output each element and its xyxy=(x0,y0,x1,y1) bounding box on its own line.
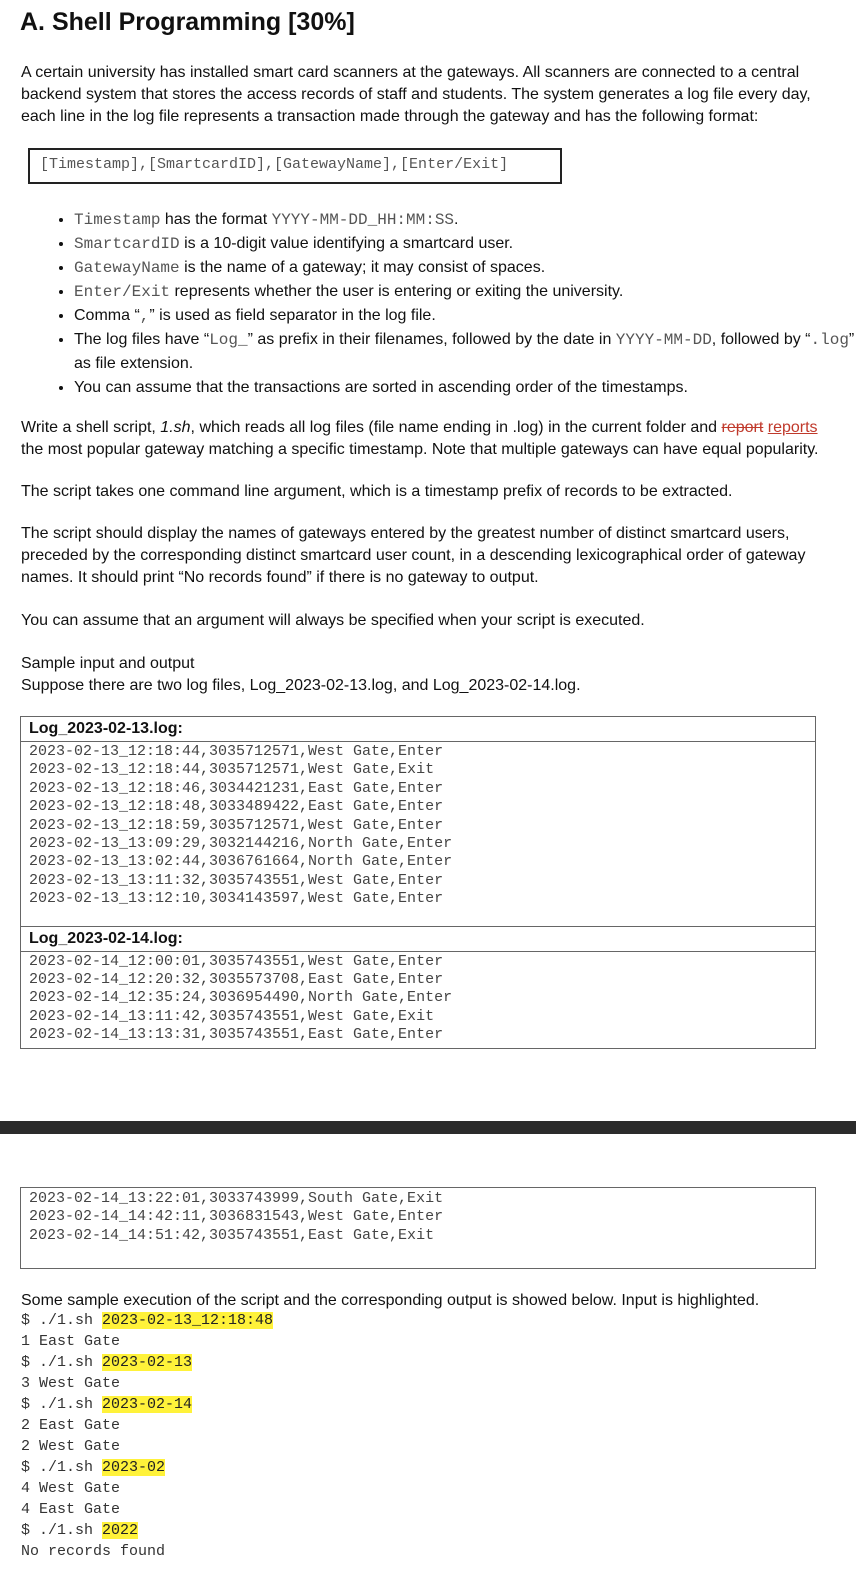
log-record: 2023-02-13_12:18:44,3035712571,West Gate,Enter xyxy=(29,743,444,760)
log-record: 2023-02-14_13:22:01,3033743999,South Gate,Exit xyxy=(29,1190,444,1207)
output-line: 1 East Gate xyxy=(21,1333,121,1350)
log-record: 2023-02-14_14:51:42,3035743551,East Gate,Exit xyxy=(29,1226,435,1244)
log2-continued-table xyxy=(20,1187,816,1269)
section-heading: A. Shell Programming [30%] xyxy=(20,8,355,36)
bullet-smartcardid: • SmartcardID is a 10-digit value identifying a smartcard user. xyxy=(74,232,856,256)
sample-executions xyxy=(21,1310,273,1562)
log-format-box: [Timestamp],[SmartcardID],[GatewayName],[Enter/Exit] xyxy=(28,148,562,184)
command-line: $ ./1.sh 2023-02 xyxy=(21,1459,166,1476)
log2-records xyxy=(21,952,815,1048)
command-line: $ ./1.sh 2023-02-13 xyxy=(21,1354,193,1371)
log-record: 2023-02-13_12:18:59,3035712571,West Gate,Enter xyxy=(29,816,444,834)
sample-intro: Suppose there are two log files, Log_2023-02-13.log, and Log_2023-02-14.log. xyxy=(21,677,581,694)
highlighted-input: 2023-02-14 xyxy=(102,1396,193,1413)
execution-intro: Some sample execution of the script and the corresponding output is showed below. Input is highlighted. xyxy=(21,1292,760,1309)
output-line: 2 East Gate xyxy=(21,1417,121,1434)
log-files-table xyxy=(20,716,816,1049)
bullet-filename: • The log files have “Log_” as prefix in their filenames, followed by the date in YYYY-MM-DD, followed by “.log” as file extension. xyxy=(74,328,856,376)
log1-filename: Log_2023-02-13.log: xyxy=(21,717,815,742)
log-record: 2023-02-14_12:35:24,3036954490,North Gate,Enter xyxy=(29,989,453,1007)
output-line: 2 West Gate xyxy=(21,1438,121,1455)
bullet-timestamp: • Timestamp has the format YYYY-MM-DD_HH:MM:SS. xyxy=(74,208,856,232)
sample-title: Sample input and output xyxy=(21,655,195,672)
assumption-paragraph: You can assume that an argument will always be specified when your script is executed. xyxy=(21,612,645,629)
bullet-sorted: • You can assume that the transactions are sorted in ascending order of the timestamps. xyxy=(74,376,856,400)
display-paragraph: The script should display the names of gateways entered by the greatest number of distinct smartcard users, preceded by the corresponding distinct smartcard user count, in a descending lexicographical order of gateway names. It should print “No records found” if there is no gateway to output. xyxy=(21,525,806,586)
log2-filename: Log_2023-02-14.log: xyxy=(21,927,815,952)
argument-paragraph: The script takes one command line argument, which is a timestamp prefix of records to be extracted. xyxy=(21,483,733,500)
format-rules-list xyxy=(40,208,856,400)
output-line: 3 West Gate xyxy=(21,1375,121,1392)
output-line: 4 West Gate xyxy=(21,1480,121,1497)
log2-continued-records xyxy=(21,1188,815,1248)
task-paragraph: Write a shell script, 1.sh, which reads all log files (file name ending in .log) in the current folder and report reports the most popular gateway matching a specific timestamp. Note that multiple gateways can have equal popularity. xyxy=(21,419,819,458)
command-line: $ ./1.sh 2023-02-13_12:18:48 xyxy=(21,1312,274,1329)
log1-records xyxy=(21,742,815,926)
highlighted-input: 2023-02-13_12:18:48 xyxy=(102,1312,274,1329)
intro-paragraph: A certain university has installed smart card scanners at the gateways. All scanners are connected to a central backend system that stores the access records of staff and students. The system generates a log file every day, each line in the log file represents a transaction made through the gateway and has the following format: xyxy=(21,64,811,125)
bullet-enter-exit: • Enter/Exit represents whether the user is entering or exiting the university. xyxy=(74,280,856,304)
page-break-bar xyxy=(0,1121,856,1134)
log-record: 2023-02-13_13:12:10,3034143597,West Gate,Enter xyxy=(29,890,444,908)
log-record: 2023-02-14_12:20:32,3035573708,East Gate,Enter xyxy=(29,971,444,989)
highlighted-input: 2023-02-13 xyxy=(102,1354,193,1371)
command-line: $ ./1.sh 2023-02-14 xyxy=(21,1396,193,1413)
log-record: 2023-02-14_13:13:31,3035743551,East Gate,Enter xyxy=(29,1026,444,1044)
bullet-separator: • Comma “,” is used as field separator in the log file. xyxy=(74,304,856,328)
output-line: 4 East Gate xyxy=(21,1501,121,1518)
highlighted-input: 2022 xyxy=(102,1522,139,1539)
output-line: No records found xyxy=(21,1543,166,1560)
log-record: 2023-02-14_14:42:11,3036831543,West Gate,Enter xyxy=(29,1208,444,1226)
log-record: 2023-02-14_13:11:42,3035743551,West Gate,Exit xyxy=(29,1007,435,1025)
log-record: 2023-02-13_13:09:29,3032144216,North Gate,Enter xyxy=(29,835,453,853)
log-record: 2023-02-14_12:00:01,3035743551,West Gate,Enter xyxy=(29,952,444,970)
command-line: $ ./1.sh 2022 xyxy=(21,1522,139,1539)
log-record: 2023-02-13_13:02:44,3036761664,North Gate,Enter xyxy=(29,853,453,871)
highlighted-input: 2023-02 xyxy=(102,1459,166,1476)
log-record: 2023-02-13_13:11:32,3035743551,West Gate,Enter xyxy=(29,871,444,889)
bullet-gatewayname: • GatewayName is the name of a gateway; it may consist of spaces. xyxy=(74,256,856,280)
log-record: 2023-02-13_12:18:44,3035712571,West Gate,Exit xyxy=(29,761,435,779)
log-record: 2023-02-13_12:18:46,3034421231,East Gate,Enter xyxy=(29,779,444,797)
log-record: 2023-02-13_12:18:48,3033489422,East Gate,Enter xyxy=(29,798,444,816)
